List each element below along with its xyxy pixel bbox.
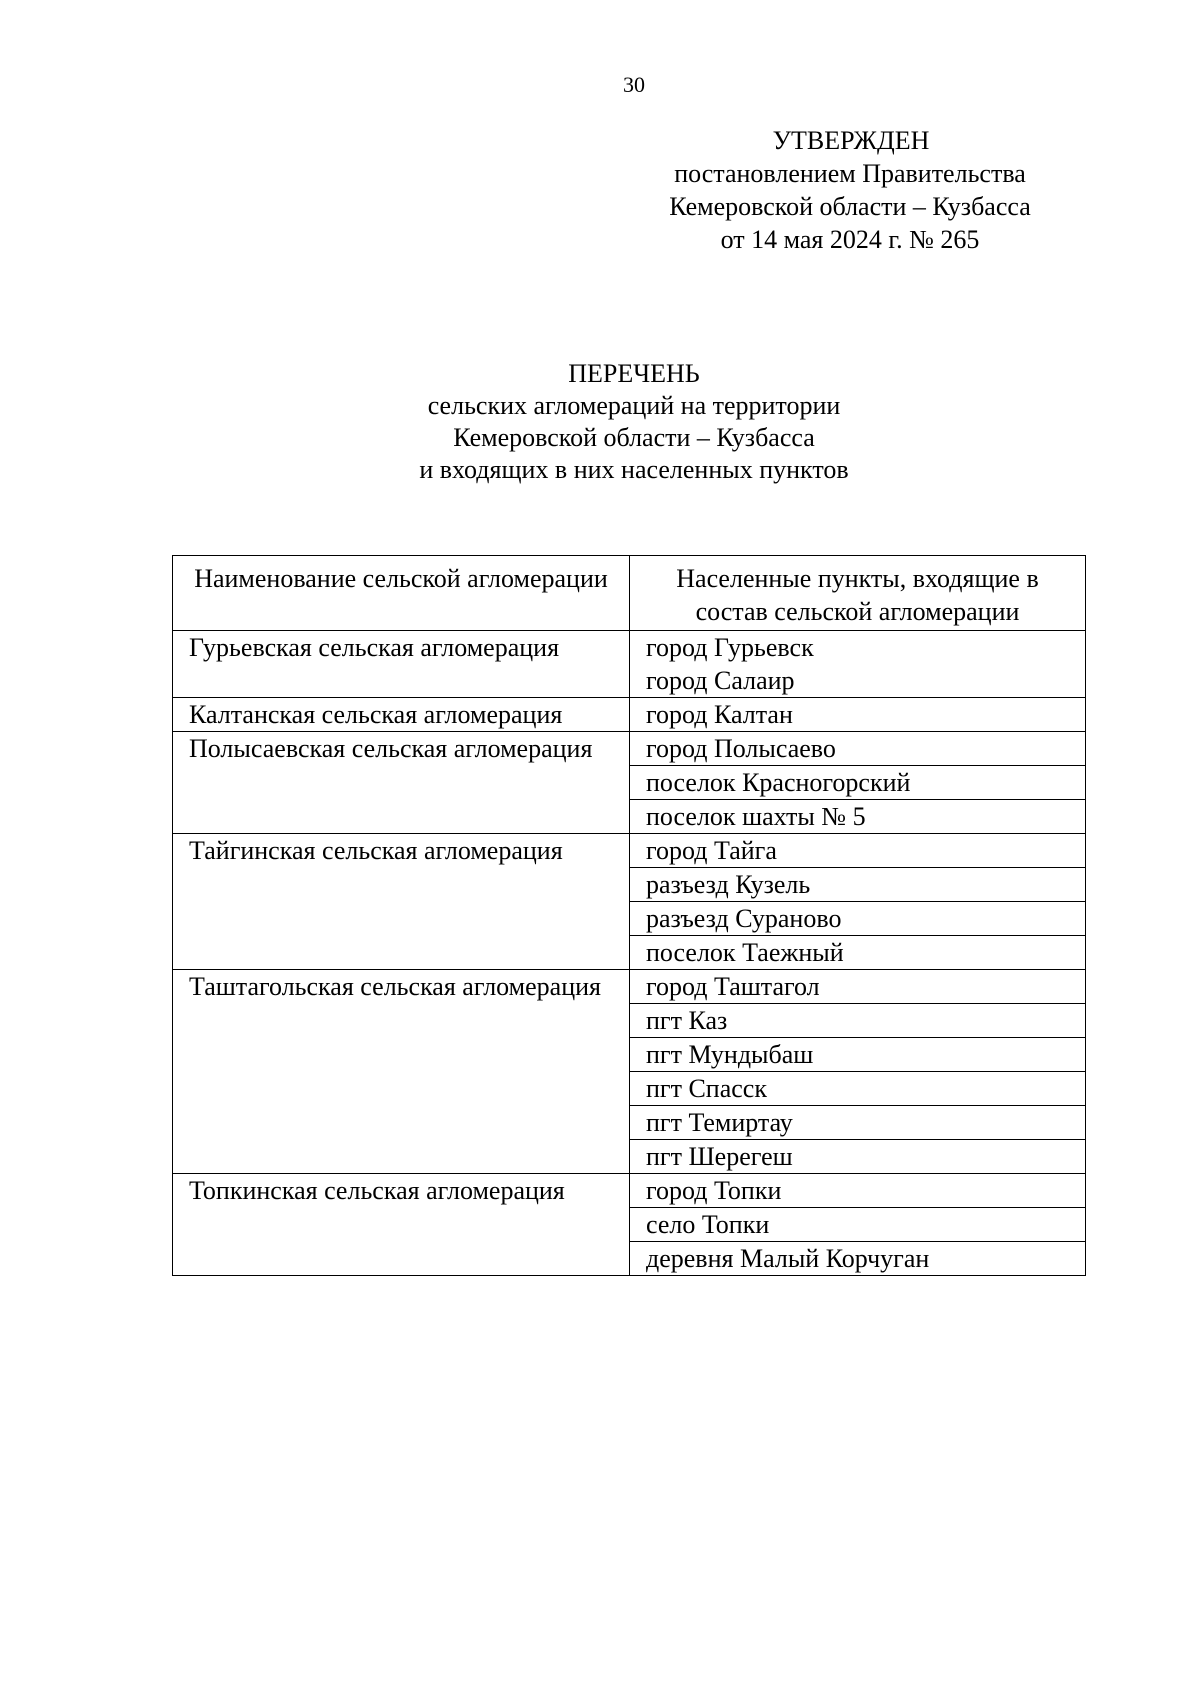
table-header-row (173, 556, 1086, 631)
settlement-item: село Топки (630, 1208, 1086, 1242)
page-number: 30 (623, 72, 645, 97)
settlement-item: город Таштагол (630, 970, 1086, 1004)
settlement-item: поселок шахты № 5 (630, 800, 1086, 834)
approval-line-resolution: постановлением Правительства (674, 159, 1026, 188)
approval-block (580, 124, 1120, 256)
table-row (173, 631, 1086, 698)
agglomeration-name: Калтанская сельская агломерация (173, 698, 630, 732)
settlement-item: город Калтан (630, 698, 1086, 732)
settlements-cell (630, 631, 1086, 698)
table-row (173, 834, 1086, 868)
settlement-item: поселок Таежный (630, 936, 1086, 970)
agglomeration-name: Полысаевская сельская агломерация (173, 732, 630, 834)
settlement-item: деревня Малый Корчуган (630, 1242, 1086, 1276)
approval-heading: УТВЕРЖДЕН (772, 126, 930, 155)
document-title (0, 358, 1200, 486)
settlement-item: пгт Спасск (630, 1072, 1086, 1106)
agglomeration-name: Топкинская сельская агломерация (173, 1174, 630, 1276)
title-heading: ПЕРЕЧЕНЬ (568, 359, 700, 388)
approval-line-region: Кемеровской области – Кузбасса (669, 192, 1031, 221)
settlement-item: город Тайга (630, 834, 1086, 868)
settlement-item: пгт Мундыбаш (630, 1038, 1086, 1072)
agglomeration-table (172, 555, 1086, 1276)
settlement-item: пгт Шерегеш (630, 1140, 1086, 1174)
settlement-item: пгт Каз (630, 1004, 1086, 1038)
header-agglomeration-name: Наименование сельской агломерации (173, 556, 630, 631)
agglomeration-name: Гурьевская сельская агломерация (173, 631, 630, 698)
title-line-3: Кемеровской области – Кузбасса (453, 423, 815, 452)
settlement-item: город Топки (630, 1174, 1086, 1208)
table-row (173, 1174, 1086, 1208)
table-row (173, 698, 1086, 732)
title-line-4: и входящих в них населенных пунктов (419, 455, 849, 484)
settlement-item: город Салаир (646, 666, 795, 695)
settlement-item: разъезд Кузель (630, 868, 1086, 902)
settlement-item: разъезд Сураново (630, 902, 1086, 936)
approval-line-date: от 14 мая 2024 г. № 265 (720, 225, 980, 254)
table-row (173, 970, 1086, 1004)
agglomeration-name: Таштагольская сельская агломерация (173, 970, 630, 1174)
settlement-item: пгт Темиртау (630, 1106, 1086, 1140)
settlement-item: поселок Красногорский (630, 766, 1086, 800)
title-line-2: сельских агломераций на территории (427, 391, 841, 420)
table-row (173, 732, 1086, 766)
header-settlements: Населенные пункты, входящие в состав сельской агломерации (630, 556, 1086, 631)
settlement-item: город Гурьевск (646, 633, 814, 662)
settlement-item: город Полысаево (630, 732, 1086, 766)
agglomeration-name: Тайгинская сельская агломерация (173, 834, 630, 970)
